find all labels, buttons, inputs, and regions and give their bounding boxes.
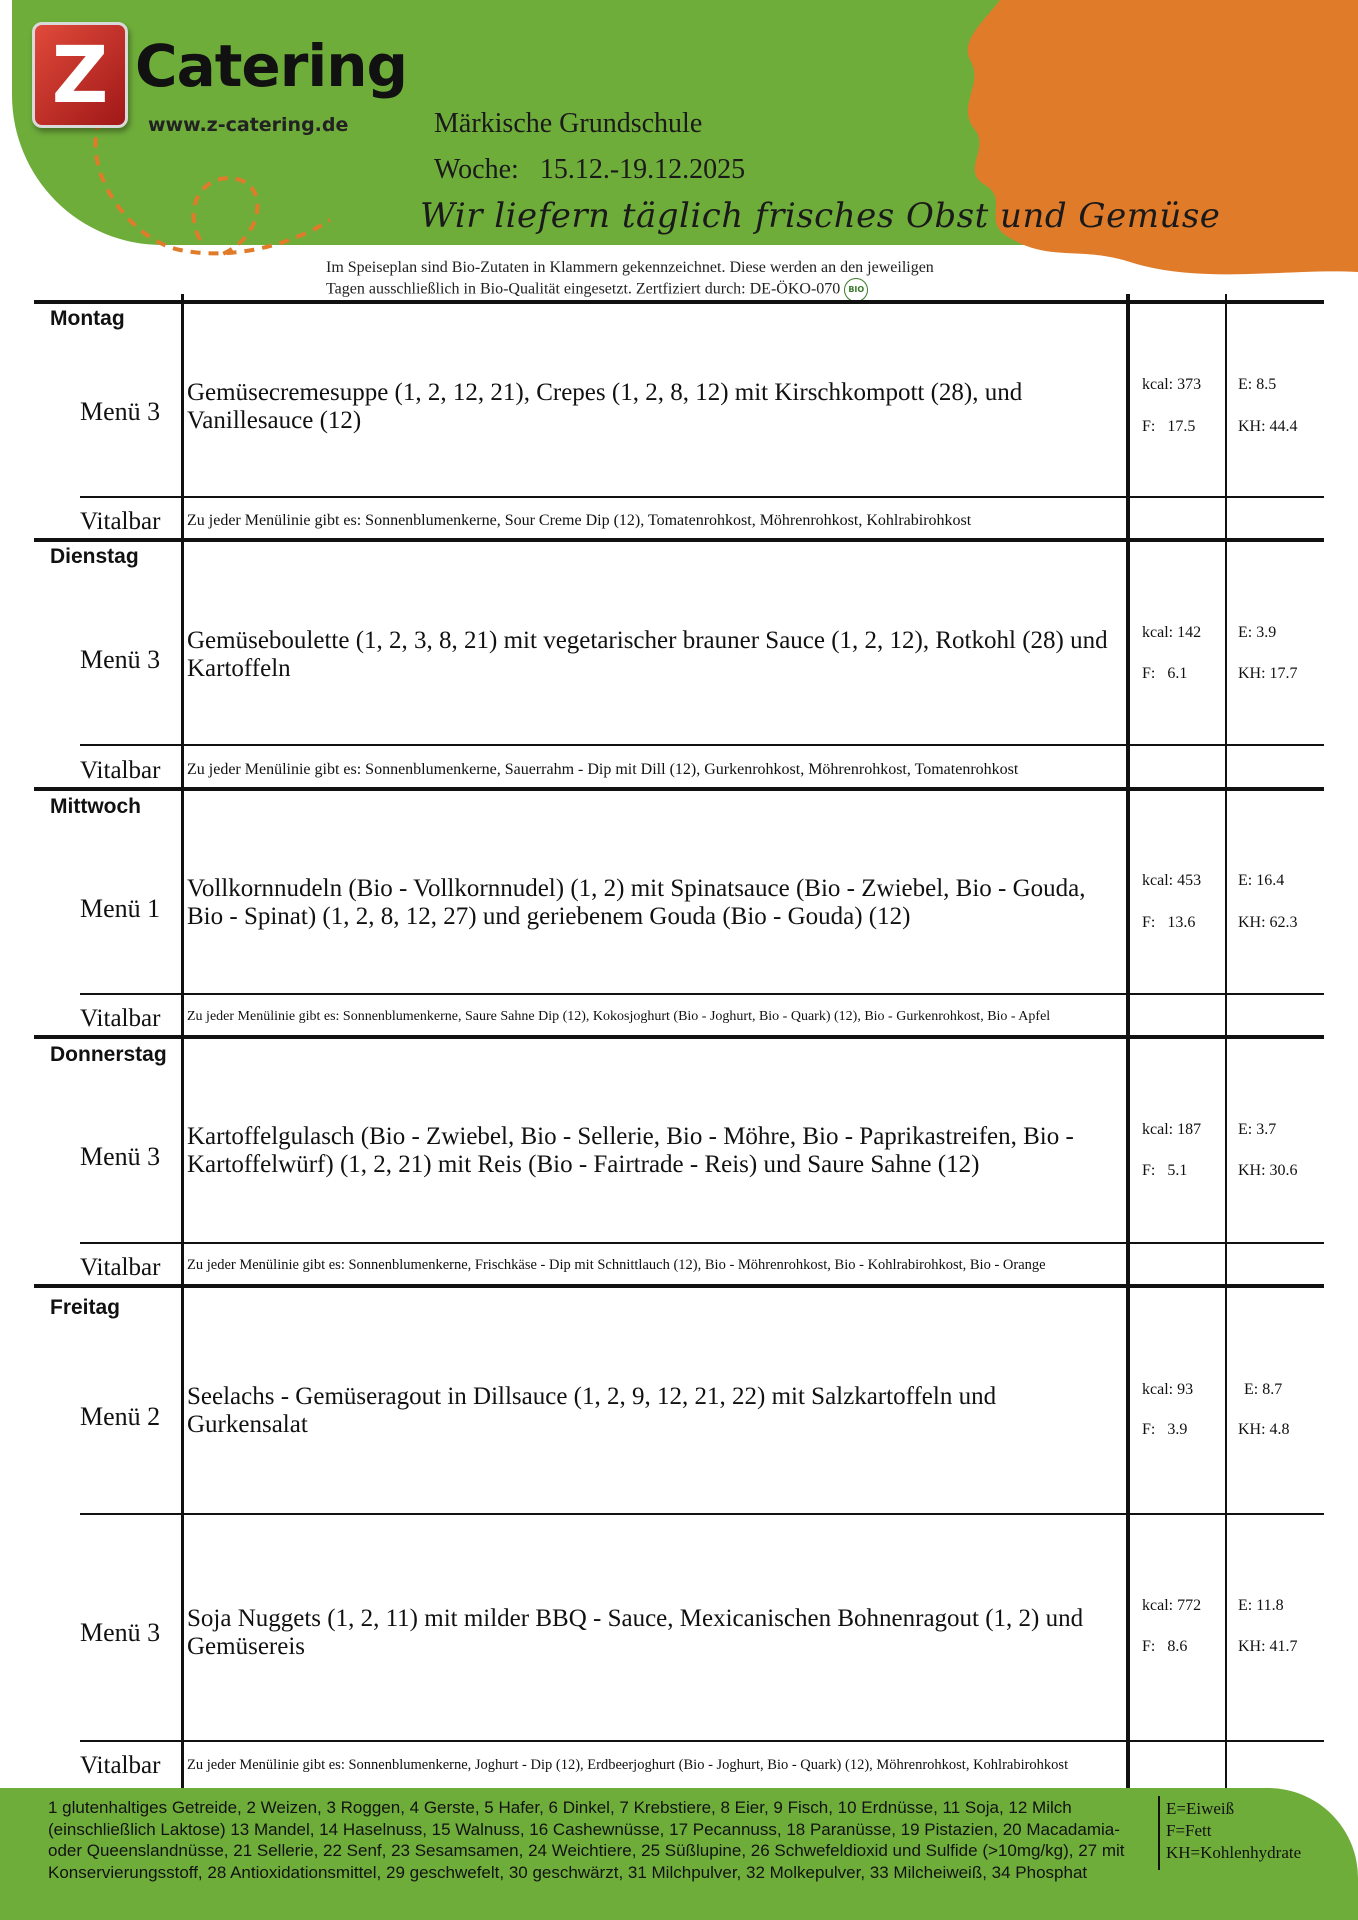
- vitalbar-text: Zu jeder Menülinie gibt es: Sonnenblumenkerne, Sour Creme Dip (12), Tomatenrohkost, Möhrenrohkost, Kohlrabirohkost: [187, 512, 972, 529]
- nutrition-protein: E: 11.8: [1238, 1597, 1284, 1614]
- nutrition-protein: E: 16.4: [1238, 872, 1285, 889]
- row-separator: [80, 993, 1324, 995]
- day-label-montag: Montag: [50, 307, 125, 330]
- nutrition-kcal: kcal: 453: [1142, 872, 1202, 889]
- nutrition-protein: E: 3.7: [1238, 1121, 1277, 1138]
- legend-divider: [1158, 1796, 1160, 1870]
- legend-item: KH=Kohlenhydrate: [1166, 1843, 1302, 1862]
- vitalbar-label: Vitalbar: [80, 1005, 161, 1032]
- menu-label: Menü 2: [80, 1402, 161, 1431]
- bio-note: [326, 258, 1026, 302]
- week-range: 15.12.-19.12.2025: [539, 154, 746, 185]
- row-separator: [80, 744, 1324, 746]
- menu-label: Menü 3: [80, 645, 161, 674]
- nutrition-fat: F: 8.6: [1142, 1638, 1188, 1655]
- nutrition-kcal: kcal: 772: [1142, 1597, 1202, 1614]
- day-separator: [34, 538, 1324, 542]
- day-label-mittwoch: Mittwoch: [50, 795, 141, 818]
- bio-note-line2: Tagen ausschließlich in Bio-Qualität eingesetzt. Zertfiziert durch: DE-ÖKO-070 BIO: [326, 278, 1026, 302]
- menu-text: Vollkornnudeln (Bio - Vollkornnudel) (1, 2) mit Spinatsauce (Bio - Zwiebel, Bio - Gouda, Bio - Spinat) (1, 2, 8, 12, 27) und geriebenem Gouda (Bio - Gouda) (12): [187, 875, 1086, 930]
- day-separator: [34, 1284, 1324, 1288]
- nutrition-carbs: KH: 17.7: [1238, 665, 1298, 682]
- nutrition-fat: F: 6.1: [1142, 665, 1188, 682]
- day-separator: [34, 300, 1324, 304]
- nutrition-legend: [1166, 1798, 1301, 1864]
- nutrition-carbs: KH: 4.8: [1238, 1421, 1290, 1438]
- day-label-freitag: Freitag: [50, 1296, 121, 1319]
- grid-vline-left: [181, 294, 184, 1788]
- grid-vline-nutr: [1126, 294, 1130, 1788]
- nutrition-carbs: KH: 62.3: [1238, 914, 1298, 931]
- logo-letter: Z: [51, 31, 109, 121]
- nutrition-protein: E: 3.9: [1238, 624, 1277, 641]
- nutrition-carbs: KH: 30.6: [1238, 1162, 1298, 1179]
- logo-name: Catering: [135, 32, 408, 100]
- vitalbar-text: Zu jeder Menülinie gibt es: Sonnenblumenkerne, Frischkäse - Dip mit Schnittlauch (12), Bio - Möhrenrohkost, Bio - Kohlrabirohkost, Bio - Orange: [187, 1257, 1046, 1273]
- nutrition-kcal: kcal: 142: [1142, 624, 1202, 641]
- menu-label: Menü 1: [80, 894, 161, 923]
- vitalbar-label: Vitalbar: [80, 1752, 161, 1779]
- bio-badge-icon: BIO: [844, 278, 868, 302]
- logo-url: www.z-catering.de: [148, 114, 349, 136]
- day-label-donnerstag: Donnerstag: [50, 1043, 167, 1066]
- grid-vline-right: [1225, 294, 1227, 1788]
- vitalbar-text: Zu jeder Menülinie gibt es: Sonnenblumenkerne, Saure Sahne Dip (12), Kokosjoghurt (Bio - Joghurt, Bio - Quark) (12), Bio - Gurkenrohkost, Bio - Apfel: [187, 1009, 1051, 1024]
- nutrition-carbs: KH: 41.7: [1238, 1638, 1298, 1655]
- row-separator: [80, 1740, 1324, 1742]
- menu-label: Menü 3: [80, 1618, 161, 1647]
- vitalbar-label: Vitalbar: [80, 757, 161, 784]
- nutrition-protein: E: 8.5: [1238, 376, 1277, 393]
- slogan: Wir liefern täglich frisches Obst und Gemüse: [420, 196, 1221, 236]
- menu-text: Seelachs - Gemüseragout in Dillsauce (1, 2, 9, 12, 21, 22) mit Salzkartoffeln und Gurkensalat: [187, 1383, 997, 1438]
- allergen-list: 1 glutenhaltiges Getreide, 2 Weizen, 3 Roggen, 4 Gerste, 5 Hafer, 6 Dinkel, 7 Krebstiere, 8 Eier, 9 Fisch, 10 Erdnüsse, 11 Soja, 12 Milch (einschließlich Laktose) 13 Mandel, 14 Haselnuss, 15 Walnuss, 16 Cashewnüsse, 17 Pecannuss, 18 Paranüsse, 19 Pistazien, 20 Macadamia- oder Queenslandnüsse, 21 Sellerie, 22 Senf, 23 Sesamsamen, 24 Weichtiere, 25 Süßlupine, 26 Schwefeldioxid und Sulfide (>10mg/kg), 27 mit Konservierungsstoff, 28 Antioxidationsmittel, 29 geschwefelt, 30 geschwärzt, 31 Milchpulver, 32 Molkepulver, 33 Milcheiweiß, 34 Phosphat: [48, 1798, 1125, 1882]
- nutrition-fat: F: 13.6: [1142, 914, 1196, 931]
- school-name: Märkische Grundschule: [434, 108, 703, 139]
- row-separator: [80, 1242, 1324, 1244]
- nutrition-kcal: kcal: 93: [1142, 1381, 1194, 1398]
- nutrition-fat: F: 5.1: [1142, 1162, 1188, 1179]
- week-label: Woche:: [434, 154, 519, 185]
- menu-label: Menü 3: [80, 1142, 161, 1171]
- nutrition-protein: E: 8.7: [1244, 1381, 1283, 1398]
- nutrition-kcal: kcal: 373: [1142, 376, 1202, 393]
- day-separator: [34, 787, 1324, 791]
- vitalbar-text: Zu jeder Menülinie gibt es: Sonnenblumenkerne, Joghurt - Dip (12), Erdbeerjoghurt (Bio - Joghurt, Bio - Quark) (12), Möhrenrohkost, Kohlrabirohkost: [187, 1757, 1069, 1773]
- menu-label: Menü 3: [80, 397, 161, 426]
- nutrition-fat: F: 3.9: [1142, 1421, 1188, 1438]
- nutrition-fat: F: 17.5: [1142, 418, 1196, 435]
- bio-note-line1: Im Speiseplan sind Bio-Zutaten in Klammern gekennzeichnet. Diese werden an den jeweiligen: [326, 259, 934, 276]
- vitalbar-label: Vitalbar: [80, 508, 161, 535]
- logo-icon: [32, 22, 128, 128]
- menu-text: Soja Nuggets (1, 2, 11) mit milder BBQ - Sauce, Mexicanischen Bohnenragout (1, 2) und Gemüsereis: [187, 1605, 1084, 1660]
- menu-text: Kartoffelgulasch (Bio - Zwiebel, Bio - Sellerie, Bio - Möhre, Bio - Paprikastreifen, Bio - Kartoffelwürf) (1, 2, 21) mit Reis (Bio - Fairtrade - Reis) und Saure Sahne (12): [187, 1123, 1074, 1178]
- day-label-dienstag: Dienstag: [50, 545, 139, 568]
- week-line: [434, 154, 745, 186]
- legend-item: F=Fett: [1166, 1821, 1212, 1840]
- nutrition-carbs: KH: 44.4: [1238, 418, 1298, 435]
- row-separator: [80, 1513, 1324, 1515]
- nutrition-kcal: kcal: 187: [1142, 1121, 1202, 1138]
- day-separator: [34, 1035, 1324, 1039]
- row-separator: [80, 496, 1324, 498]
- legend-item: E=Eiweiß: [1166, 1799, 1235, 1818]
- menu-text: Gemüsecremesuppe (1, 2, 12, 21), Crepes (1, 2, 8, 12) mit Kirschkompott (28), und Vanillesauce (12): [187, 379, 1023, 434]
- vitalbar-text: Zu jeder Menülinie gibt es: Sonnenblumenkerne, Sauerrahm - Dip mit Dill (12), Gurkenrohkost, Möhrenrohkost, Tomatenrohkost: [187, 761, 1019, 778]
- vitalbar-label: Vitalbar: [80, 1254, 161, 1281]
- menu-text: Gemüseboulette (1, 2, 3, 8, 21) mit vegetarischer brauner Sauce (1, 2, 12), Rotkohl (28) und Kartoffeln: [187, 627, 1108, 682]
